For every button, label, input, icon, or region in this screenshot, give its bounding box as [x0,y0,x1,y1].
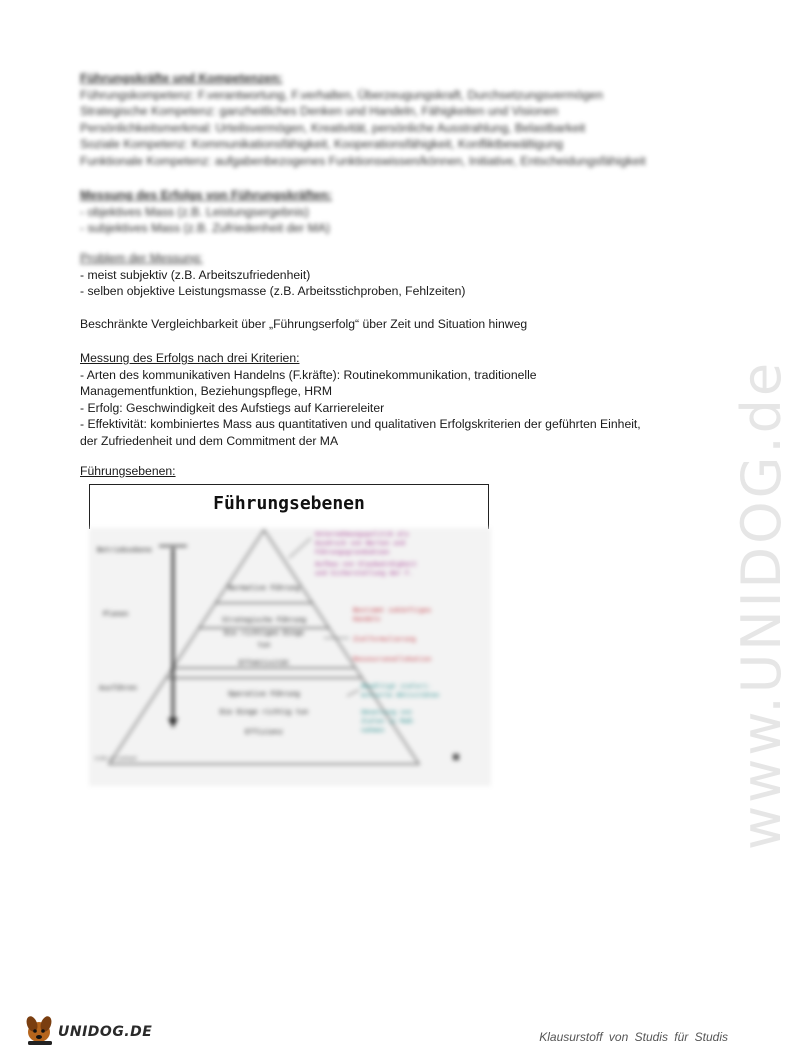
level-label: Ausführen [99,684,137,692]
text-line: - objektives Mass (z.B. Leistungsergebnis) [80,204,309,219]
pyramid-label: Strategische Führung [221,616,307,624]
note-text: Zielformulierung [353,635,416,643]
diagram-body [89,528,491,786]
text-line: - selben objektive Leistungsmasse (z.B. Arbeitsstichproben, Fehlzeiten) [80,284,466,298]
page-marker-icon [453,754,459,760]
section-heading: Führungsebenen: [80,464,176,478]
section-levels [80,463,680,480]
pyramid-svg [89,528,491,786]
text-line: - Erfolg: Geschwindigkeit des Aufstiegs auf Karriereleiter [80,400,385,415]
text-line: Führungskompetenz: F.verantwortung, F.verhalten, Überzeugungskraft, Durchsetzungsvermögen [80,87,603,102]
pyramid-label: Effektivität [238,659,290,667]
text-line: Strategische Kompetenz: ganzheitliches Denken und Handeln, Fähigkeiten und Visionen [80,104,559,118]
footer-slogan: Klausurstoff von Studis für Studis [539,1030,728,1044]
section-heading: Problem der Messung: [80,251,203,265]
text-line: Funktionale Kompetenz: aufgabenbezogenes Funktionswissen/können, Initiative, Entscheidungsfähigkeit [80,153,646,168]
section-heading: Messung des Erfolgs von Führungskräften: [80,188,332,202]
watermark: www.UNIDOG.de [730,359,793,850]
note-text: Zielen in Maß- [361,717,416,725]
logo-text: UNIDOG.DE [58,1024,153,1040]
section-criteria [80,350,680,449]
section-measurement-problem [80,250,680,300]
pyramid-label: tun [257,641,271,649]
text-line: - subjektives Mass (z.B. Zufriedenheit der MA) [80,221,330,235]
diagram-footnote: in Anl. an Lienhard [95,756,137,762]
note-text: Ressourcenallokation [353,655,432,663]
note-text: Aufbau von Glaubwürdigkeit [315,560,417,568]
pyramid-label: Die richtigen Dinge [223,629,305,637]
section-competencies [80,70,680,169]
note-text: Bewältigt zielori- [361,682,432,690]
text-line: Soziale Kompetenz: Kommunikationsfähigkeit, Kooperationsfähigkeit, Konfliktbewältigung [80,137,564,151]
pyramid-label: Die Dinge richtig tun [219,708,309,716]
text-line: - Effektivität: kombiniertes Mass aus quantitativen und qualitativen Erfolgskriterien der geführten Einheit, [80,417,641,431]
section-measurement [80,187,680,237]
section-heading: Messung des Erfolgs nach drei Kriterien: [80,351,300,365]
text-line: der Zufriedenheit und dem Commitment der MA [80,433,339,448]
text-line: Beschränkte Vergleichbarkeit über „Führungserfolg“ über Zeit und Situation hinweg [80,317,528,331]
note-text: nahmen [361,726,385,734]
text-line: Managementfunktion, Beziehungspflege, HRM [80,384,333,398]
note-connector [289,538,311,558]
axis-arrow-icon [168,718,178,728]
note-text: entierte Aktivitäten [361,691,440,699]
section-heading: Führungskräfte und Kompetenzen: [80,71,283,85]
note-connector [347,690,359,696]
text-line: - meist subjektiv (z.B. Arbeitszufriedenheit) [80,267,311,282]
pyramid-label: Effizienz [245,728,283,736]
diagram-title: Führungsebenen [213,493,365,514]
pyramid-label: Operative Führung [228,690,300,698]
level-label: Planen [103,610,129,618]
note-text: Ausdruck von Werten und [315,539,406,547]
note-text: Handeln [353,615,381,623]
dog-icon [22,1014,62,1048]
note-text: Bestimmt zukünftiges [353,606,432,614]
leadership-levels-diagram [89,484,491,786]
note-text: Unternehmungspolitik als [315,530,409,538]
note-text: Umsetzung von [361,708,412,716]
level-label: Betriebsebene [97,546,152,554]
text-line: Persönlichkeitsmerkmal: Urteilsvermögen, Kreativität, persönliche Ausstrahlung, Belastbarkeit [80,120,586,135]
note-text: und Sicherstellung der F. [315,569,413,577]
note-text: Führungsgrundsätzen [315,548,390,556]
section-comparability [80,316,680,333]
pyramid-label: Normative Führung [228,584,300,592]
unidog-logo [22,1014,182,1048]
text-line: - Arten des kommunikativen Handelns (F.kräfte): Routinekommunikation, traditionelle [80,367,537,382]
